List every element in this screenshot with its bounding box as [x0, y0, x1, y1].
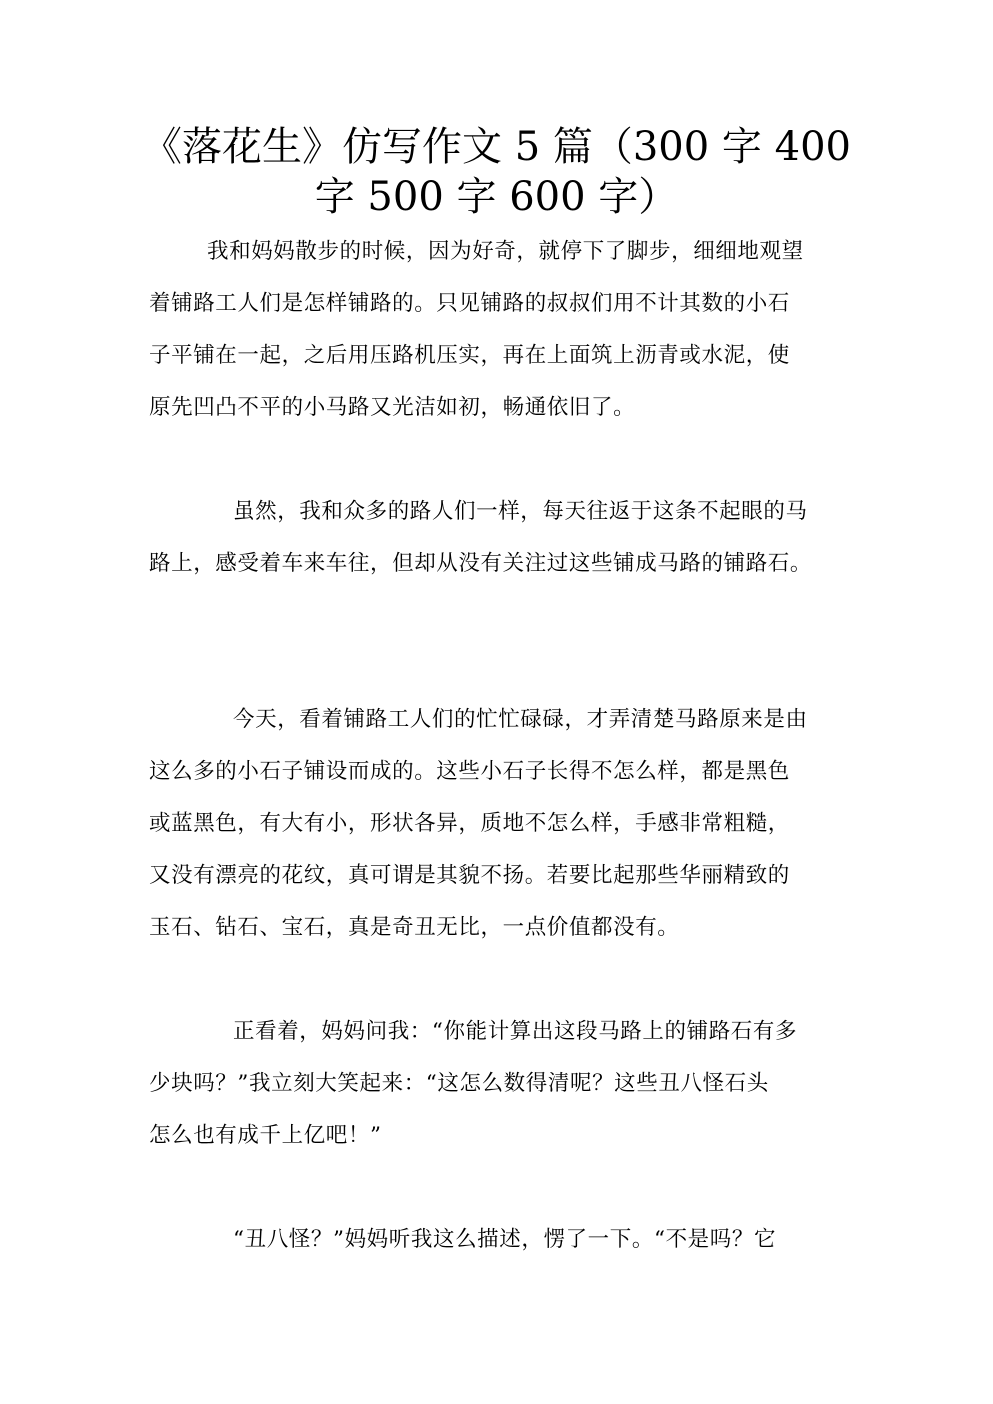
paragraph-line: 我和妈妈散步的时候，因为好奇，就停下了脚步，细细地观望 — [207, 239, 804, 264]
paragraph-line: 玉石、钻石、宝石，真是奇丑无比，一点价值都没有。 — [149, 915, 680, 940]
paragraph-line: “丑八怪？”妈妈听我这么描述，愣了一下。“不是吗？它 — [233, 1227, 777, 1252]
paragraph-line: 或蓝黑色，有大有小，形状各异，质地不怎么样，手感非常粗糙， — [149, 811, 790, 836]
paragraph-line: 着铺路工人们是怎样铺路的。只见铺路的叔叔们用不计其数的小石 — [149, 291, 790, 316]
paragraph-line: 又没有漂亮的花纹，真可谓是其貌不扬。若要比起那些华丽精致的 — [149, 863, 790, 888]
paragraph-line: 少块吗？”我立刻大笑起来：“这怎么数得清呢？这些丑八怪石头 — [149, 1071, 769, 1096]
paragraph-line: 原先凹凸不平的小马路又光洁如初，畅通依旧了。 — [149, 395, 636, 420]
paragraph-line: 子平铺在一起，之后用压路机压实，再在上面筑上沥青或水泥，使 — [149, 343, 790, 368]
paragraph-line: 虽然，我和众多的路人们一样，每天往返于这条不起眼的马 — [233, 499, 808, 524]
paragraph-line: 这么多的小石子铺设而成的。这些小石子长得不怎么样，都是黑色 — [149, 759, 790, 784]
paragraph-line: 今天，看着铺路工人们的忙忙碌碌，才弄清楚马路原来是由 — [233, 707, 808, 732]
document-title — [140, 122, 853, 222]
title-line-2: 字 500 字 600 字） — [314, 174, 679, 220]
paragraph-line: 怎么也有成千上亿吧！” — [149, 1123, 382, 1148]
title-line-1: 《落花生》仿写作文 5 篇（300 字 400 — [141, 124, 851, 170]
paragraph-line: 正看着，妈妈问我：“你能计算出这段马路上的铺路石有多 — [233, 1019, 798, 1044]
paragraph-line: 路上，感受着车来车往，但却从没有关注过这些铺成马路的铺路石。 — [149, 551, 813, 576]
